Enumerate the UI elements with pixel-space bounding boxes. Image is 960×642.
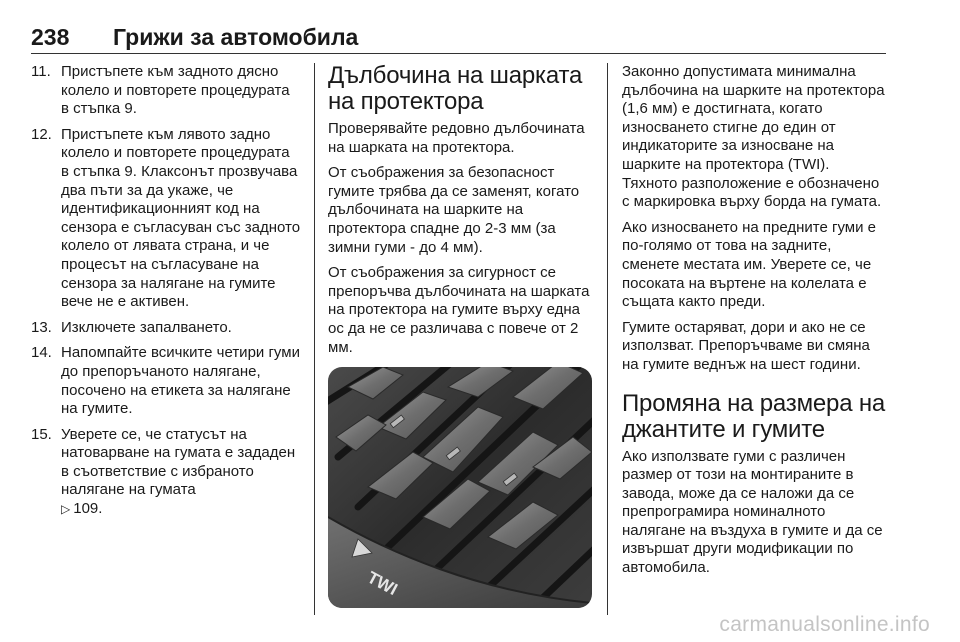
tire-tread-figure <box>328 367 592 608</box>
page-number: 238 <box>31 24 70 50</box>
step-number: 13. <box>31 318 52 336</box>
header-divider <box>31 53 886 54</box>
step-text: Пристъпете към задното дясно колело и повторете процедурата в стъпка 9. <box>61 63 290 118</box>
page-header <box>31 24 886 52</box>
step-text: Напомпайте всичките четири гуми до препоръчаното налягане, посочено на етикета за налягане на гумите. <box>61 344 300 418</box>
column-left <box>31 63 301 526</box>
step-text: Уверете се, че статусът на натоварване на гумата е зададен в съответствие с избраното налягане на гумата <box>61 425 296 499</box>
column-middle <box>328 63 594 608</box>
column-divider-2 <box>607 63 608 615</box>
paragraph: От съображения за сигурност се препоръчва дълбочината на шарката на протектора на гумите върху една ос да не се различава с повече от 2 мм. <box>328 264 590 356</box>
paragraph: Гумите остаряват, дори и ако не се използват. Препоръчваме ви смяна на гумите веднъж на шест години. <box>622 318 870 373</box>
step-13 <box>31 319 301 338</box>
paragraph: Законно допустимата минимална дълбочина на шарките на протектора (1,6 мм) е достигната, когато износването стигне до един от индикаторите за износване на шарките на протектора (TWI). Тяхното разположение е обозначено с маркировка върху борда на гумата. <box>622 63 885 211</box>
column-divider-1 <box>314 63 315 615</box>
twi-marking-label: TWI <box>364 567 401 600</box>
step-text: Изключете запалването. <box>61 318 232 336</box>
paragraph: Проверявайте редовно дълбочината на шарката на протектора. <box>328 120 585 156</box>
paragraph: Ако износването на предните гуми е по-голямо от това на задните, сменете местата им. Уверете се, че посоката на въртене на колелата е същата както преди. <box>622 218 877 311</box>
step-number: 14. <box>31 344 52 362</box>
page-title: Грижи за автомобила <box>113 24 359 50</box>
step-number: 11. <box>31 63 51 80</box>
page-reference-icon: ▷ <box>61 502 71 517</box>
step-text: Пристъпете към лявото задно колело и повторете процедурата в стъпка 9. Клаксонът прозвучава два пъти за да укаже, че идентификационният код на сензора е съгласуван със задното колело от лявата страна, и че процесът на съгласуване на сензора за налягане на гумите вече не е активен. <box>61 125 301 311</box>
step-number: 15. <box>31 425 52 443</box>
column-right <box>622 63 888 585</box>
step-12 <box>31 126 301 312</box>
section-heading-wheel-size: Промяна на размера на джантите и гумите <box>622 389 886 443</box>
step-14 <box>31 344 301 418</box>
paragraph: От съображения за безопасност гумите трябва да се заменят, когато дълбочината на шарките на протектора спадне до 2-3 мм (за зимни гуми - до 4 мм). <box>328 164 580 256</box>
section-heading-tread-depth: Дълбочина на шарката на протектора <box>328 62 583 115</box>
step-11 <box>31 63 301 119</box>
paragraph: Ако използвате гуми с различен размер от този на монтираните в завода, може да се наложи да се препрограмира номиналното налягане на въздуха в гумите и да се извършат други модификации по автомобила. <box>622 447 883 577</box>
step-number: 12. <box>31 125 52 143</box>
watermark: carmanualsonline.info <box>719 613 930 636</box>
page-reference-link[interactable]: 109. <box>73 500 103 518</box>
step-15 <box>31 426 301 519</box>
